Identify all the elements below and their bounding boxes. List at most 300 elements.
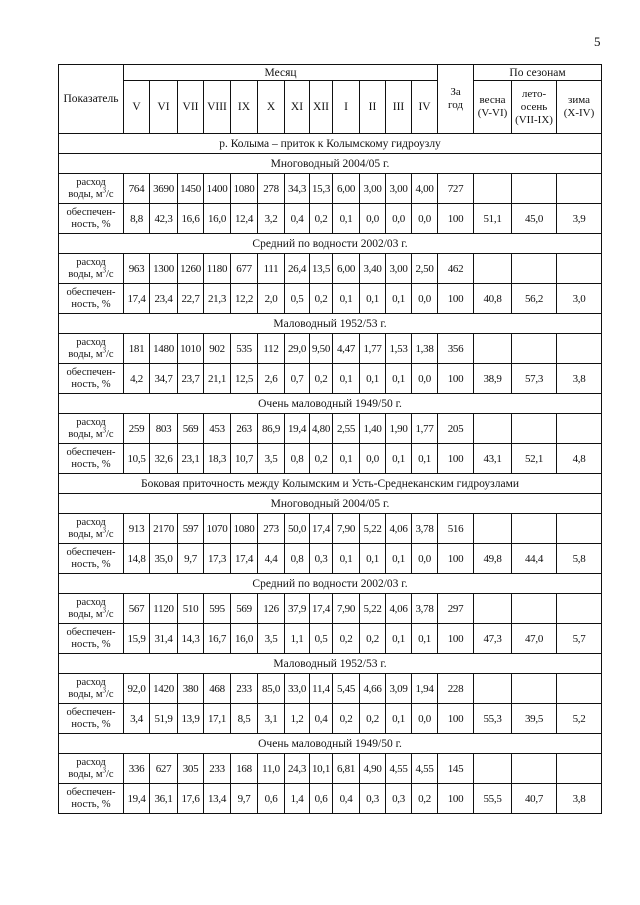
flow-cell: 4,00 xyxy=(412,174,438,204)
security-cell: 12,5 xyxy=(231,364,258,394)
security-cell: 0,1 xyxy=(386,544,412,574)
flow-cell: 913 xyxy=(124,514,150,544)
empty-season-cell xyxy=(557,674,602,704)
flow-label-line2: воды, м xyxy=(68,188,103,200)
season-share-cell: 5,2 xyxy=(557,704,602,734)
flow-label-unit: /с xyxy=(106,188,114,200)
empty-season-cell xyxy=(474,414,512,444)
flow-cell: 1,90 xyxy=(386,414,412,444)
security-row xyxy=(59,704,602,734)
security-cell: 14,3 xyxy=(178,624,204,654)
month-col-ix: IX xyxy=(231,81,258,134)
flow-cell: 278 xyxy=(258,174,285,204)
flow-cell: 11,0 xyxy=(258,754,285,784)
season-share-cell: 3,8 xyxy=(557,784,602,814)
year-title-row xyxy=(59,574,602,594)
flow-cell: 595 xyxy=(204,594,231,624)
security-cell: 23,7 xyxy=(178,364,204,394)
security-cell: 13,4 xyxy=(204,784,231,814)
season-summer-line1: лето- xyxy=(521,87,547,100)
security-cell: 42,3 xyxy=(150,204,178,234)
flow-cell: 4,47 xyxy=(333,334,360,364)
security-cell: 17,6 xyxy=(178,784,204,814)
flow-label-line2: воды, м xyxy=(68,528,103,540)
flow-year-cell: 462 xyxy=(438,254,474,284)
year-title-row xyxy=(59,394,602,414)
season-col-summer-autumn xyxy=(512,81,557,134)
month-header: Месяц xyxy=(124,65,438,81)
year-total-header-line1: За xyxy=(450,86,461,98)
flow-cell: 1400 xyxy=(204,174,231,204)
security-cell: 0,2 xyxy=(360,624,386,654)
season-share-cell: 39,5 xyxy=(512,704,557,734)
security-cell: 0,1 xyxy=(386,624,412,654)
month-col-xi: XI xyxy=(285,81,310,134)
season-spring-line1: весна xyxy=(479,94,506,106)
flow-cell: 305 xyxy=(178,754,204,784)
season-col-spring xyxy=(474,81,512,134)
security-year-cell: 100 xyxy=(438,544,474,574)
security-cell: 0,0 xyxy=(412,284,438,314)
security-cell: 0,0 xyxy=(412,704,438,734)
flow-cell: 6,00 xyxy=(333,174,360,204)
security-cell: 9,7 xyxy=(178,544,204,574)
season-winter-line1: зима xyxy=(568,94,591,106)
month-col-ii: II xyxy=(360,81,386,134)
flow-cell: 1080 xyxy=(231,174,258,204)
flow-cell: 1,53 xyxy=(386,334,412,364)
security-cell: 0,0 xyxy=(386,204,412,234)
flow-cell: 34,3 xyxy=(285,174,310,204)
security-cell: 0,1 xyxy=(412,444,438,474)
season-share-cell: 3,0 xyxy=(557,284,602,314)
security-cell: 32,6 xyxy=(150,444,178,474)
flow-cell: 4,66 xyxy=(360,674,386,704)
flow-cell: 1,40 xyxy=(360,414,386,444)
security-cell: 16,0 xyxy=(204,204,231,234)
month-col-vii: VII xyxy=(178,81,204,134)
security-label xyxy=(59,704,124,734)
flow-cell: 85,0 xyxy=(258,674,285,704)
flow-year-cell: 516 xyxy=(438,514,474,544)
security-label-line2: ность, % xyxy=(71,798,111,810)
security-cell: 0,6 xyxy=(258,784,285,814)
security-cell: 0,1 xyxy=(412,624,438,654)
season-share-cell: 5,8 xyxy=(557,544,602,574)
flow-cell: 2,50 xyxy=(412,254,438,284)
flow-cell: 7,90 xyxy=(333,594,360,624)
security-cell: 0,1 xyxy=(333,284,360,314)
year-title-row xyxy=(59,314,602,334)
flow-cell: 50,0 xyxy=(285,514,310,544)
security-cell: 0,0 xyxy=(412,544,438,574)
security-cell: 16,0 xyxy=(231,624,258,654)
flow-cell: 273 xyxy=(258,514,285,544)
flow-row xyxy=(59,514,602,544)
flow-cell: 567 xyxy=(124,594,150,624)
section-row xyxy=(59,134,602,154)
security-row xyxy=(59,544,602,574)
security-year-cell: 100 xyxy=(438,204,474,234)
season-spring-line2: (V-VI) xyxy=(477,107,508,119)
security-label-line1: обеспечен- xyxy=(66,786,116,798)
security-cell: 0,8 xyxy=(285,444,310,474)
empty-season-cell xyxy=(512,334,557,364)
flow-cell: 1,94 xyxy=(412,674,438,704)
flow-cell: 6,81 xyxy=(333,754,360,784)
runoff-table xyxy=(58,64,602,814)
season-share-cell: 4,8 xyxy=(557,444,602,474)
flow-cell: 569 xyxy=(178,414,204,444)
security-cell: 9,7 xyxy=(231,784,258,814)
security-cell: 0,6 xyxy=(310,784,333,814)
empty-season-cell xyxy=(512,174,557,204)
security-label-line2: ность, % xyxy=(71,218,111,230)
security-year-cell: 100 xyxy=(438,784,474,814)
year-title: Средний по водности 2002/03 г. xyxy=(59,574,602,594)
flow-cell: 3,00 xyxy=(386,174,412,204)
flow-label-unit: /с xyxy=(106,768,114,780)
season-share-cell: 57,3 xyxy=(512,364,557,394)
security-label-line2: ность, % xyxy=(71,458,111,470)
flow-cell: 569 xyxy=(231,594,258,624)
month-col-x: X xyxy=(258,81,285,134)
flow-label-line1: расход xyxy=(76,416,106,428)
flow-cell: 29,0 xyxy=(285,334,310,364)
security-cell: 0,2 xyxy=(310,204,333,234)
table-body xyxy=(59,134,602,814)
flow-label-line1: расход xyxy=(76,176,106,188)
security-cell: 3,1 xyxy=(258,704,285,734)
flow-cell: 92,0 xyxy=(124,674,150,704)
month-col-xii: XII xyxy=(310,81,333,134)
security-cell: 12,4 xyxy=(231,204,258,234)
security-cell: 0,1 xyxy=(386,284,412,314)
flow-label-sup: 3 xyxy=(102,186,107,194)
security-cell: 0,1 xyxy=(333,204,360,234)
flow-label-line1: расход xyxy=(76,676,106,688)
security-year-cell: 100 xyxy=(438,364,474,394)
flow-label xyxy=(59,754,124,784)
flow-cell: 1,77 xyxy=(360,334,386,364)
flow-cell: 259 xyxy=(124,414,150,444)
flow-label-line1: расход xyxy=(76,256,106,268)
flow-cell: 535 xyxy=(231,334,258,364)
flow-cell: 3,00 xyxy=(360,174,386,204)
security-cell: 0,2 xyxy=(412,784,438,814)
season-share-cell: 55,5 xyxy=(474,784,512,814)
security-cell: 34,7 xyxy=(150,364,178,394)
month-col-iii: III xyxy=(386,81,412,134)
flow-cell: 3,78 xyxy=(412,594,438,624)
flow-cell: 4,90 xyxy=(360,754,386,784)
security-cell: 0,0 xyxy=(360,204,386,234)
empty-season-cell xyxy=(557,514,602,544)
security-label-line1: обеспечен- xyxy=(66,706,116,718)
security-cell: 12,2 xyxy=(231,284,258,314)
flow-year-cell: 727 xyxy=(438,174,474,204)
security-cell: 10,7 xyxy=(231,444,258,474)
empty-season-cell xyxy=(474,754,512,784)
flow-cell: 233 xyxy=(231,674,258,704)
security-cell: 0,3 xyxy=(360,784,386,814)
empty-season-cell xyxy=(474,254,512,284)
flow-label-sup: 3 xyxy=(102,766,107,774)
flow-label-line2: воды, м xyxy=(68,428,103,440)
year-title-row xyxy=(59,234,602,254)
flow-label-unit: /с xyxy=(106,688,114,700)
security-cell: 0,3 xyxy=(310,544,333,574)
year-title: Многоводный 2004/05 г. xyxy=(59,494,602,514)
season-share-cell: 40,8 xyxy=(474,284,512,314)
flow-cell: 3,78 xyxy=(412,514,438,544)
flow-cell: 15,3 xyxy=(310,174,333,204)
empty-season-cell xyxy=(512,754,557,784)
flow-cell: 1420 xyxy=(150,674,178,704)
security-cell: 0,0 xyxy=(360,444,386,474)
flow-cell: 1120 xyxy=(150,594,178,624)
security-label xyxy=(59,624,124,654)
security-cell: 4,2 xyxy=(124,364,150,394)
flow-label-line1: расход xyxy=(76,756,106,768)
flow-label-sup: 3 xyxy=(102,346,107,354)
season-summer-line3: (VII-IX) xyxy=(515,113,553,126)
empty-season-cell xyxy=(474,594,512,624)
security-label-line1: обеспечен- xyxy=(66,206,116,218)
season-share-cell: 5,7 xyxy=(557,624,602,654)
flow-cell: 5,22 xyxy=(360,514,386,544)
page-number: 5 xyxy=(594,34,601,49)
month-col-iv: IV xyxy=(412,81,438,134)
flow-label-sup: 3 xyxy=(102,426,107,434)
flow-label-sup: 3 xyxy=(102,266,107,274)
year-title: Очень маловодный 1949/50 г. xyxy=(59,394,602,414)
flow-label-unit: /с xyxy=(106,268,114,280)
security-cell: 0,1 xyxy=(386,364,412,394)
year-title: Многоводный 2004/05 г. xyxy=(59,154,602,174)
flow-cell: 627 xyxy=(150,754,178,784)
flow-year-cell: 205 xyxy=(438,414,474,444)
security-cell: 0,4 xyxy=(333,784,360,814)
flow-cell: 1480 xyxy=(150,334,178,364)
season-share-cell: 49,8 xyxy=(474,544,512,574)
security-label xyxy=(59,364,124,394)
flow-label-line1: расход xyxy=(76,336,106,348)
security-cell: 14,8 xyxy=(124,544,150,574)
security-cell: 10,5 xyxy=(124,444,150,474)
security-cell: 0,5 xyxy=(310,624,333,654)
security-year-cell: 100 xyxy=(438,624,474,654)
flow-cell: 4,55 xyxy=(412,754,438,784)
month-col-vi: VI xyxy=(150,81,178,134)
flow-cell: 7,90 xyxy=(333,514,360,544)
flow-cell: 263 xyxy=(231,414,258,444)
flow-cell: 1080 xyxy=(231,514,258,544)
flow-year-cell: 228 xyxy=(438,674,474,704)
security-cell: 23,4 xyxy=(150,284,178,314)
section-row xyxy=(59,474,602,494)
month-col-viii: VIII xyxy=(204,81,231,134)
flow-row xyxy=(59,414,602,444)
year-total-header-line2: год xyxy=(448,99,464,111)
year-title-row xyxy=(59,654,602,674)
flow-label-line2: воды, м xyxy=(68,268,103,280)
flow-cell: 10,1 xyxy=(310,754,333,784)
security-cell: 18,3 xyxy=(204,444,231,474)
security-label xyxy=(59,444,124,474)
flow-cell: 803 xyxy=(150,414,178,444)
security-label-line1: обеспечен- xyxy=(66,366,116,378)
empty-season-cell xyxy=(557,254,602,284)
security-row xyxy=(59,784,602,814)
empty-season-cell xyxy=(474,514,512,544)
flow-label-line1: расход xyxy=(76,516,106,528)
flow-label-sup: 3 xyxy=(102,606,107,614)
flow-cell: 17,4 xyxy=(310,594,333,624)
flow-cell: 13,5 xyxy=(310,254,333,284)
year-total-header xyxy=(438,65,474,134)
security-cell: 15,9 xyxy=(124,624,150,654)
security-cell: 0,2 xyxy=(333,624,360,654)
flow-cell: 764 xyxy=(124,174,150,204)
empty-season-cell xyxy=(512,514,557,544)
flow-cell: 336 xyxy=(124,754,150,784)
flow-cell: 86,9 xyxy=(258,414,285,444)
season-share-cell: 52,1 xyxy=(512,444,557,474)
security-cell: 0,2 xyxy=(360,704,386,734)
section-title: р. Колыма – приток к Колымскому гидроузлу xyxy=(59,134,602,154)
security-cell: 0,1 xyxy=(360,544,386,574)
flow-label xyxy=(59,334,124,364)
flow-cell: 3690 xyxy=(150,174,178,204)
security-cell: 0,4 xyxy=(310,704,333,734)
empty-season-cell xyxy=(474,334,512,364)
security-cell: 8,5 xyxy=(231,704,258,734)
security-label xyxy=(59,544,124,574)
flow-year-cell: 356 xyxy=(438,334,474,364)
security-cell: 0,0 xyxy=(412,204,438,234)
flow-cell: 468 xyxy=(204,674,231,704)
flow-cell: 3,09 xyxy=(386,674,412,704)
flow-cell: 1300 xyxy=(150,254,178,284)
flow-cell: 5,45 xyxy=(333,674,360,704)
year-title: Средний по водности 2002/03 г. xyxy=(59,234,602,254)
flow-label xyxy=(59,414,124,444)
flow-row xyxy=(59,754,602,784)
security-cell: 21,1 xyxy=(204,364,231,394)
flow-label-line2: воды, м xyxy=(68,688,103,700)
security-row xyxy=(59,284,602,314)
security-row xyxy=(59,204,602,234)
flow-cell: 6,00 xyxy=(333,254,360,284)
empty-season-cell xyxy=(557,754,602,784)
flow-row xyxy=(59,674,602,704)
flow-label-unit: /с xyxy=(106,528,114,540)
flow-cell: 233 xyxy=(204,754,231,784)
flow-cell: 33,0 xyxy=(285,674,310,704)
security-row xyxy=(59,444,602,474)
security-cell: 2,0 xyxy=(258,284,285,314)
security-cell: 0,1 xyxy=(333,444,360,474)
security-cell: 0,2 xyxy=(310,444,333,474)
year-title: Маловодный 1952/53 г. xyxy=(59,314,602,334)
season-winter-line2: (X-IV) xyxy=(563,107,595,119)
season-share-cell: 40,7 xyxy=(512,784,557,814)
flow-label xyxy=(59,174,124,204)
security-cell: 2,6 xyxy=(258,364,285,394)
empty-season-cell xyxy=(474,174,512,204)
security-cell: 3,4 xyxy=(124,704,150,734)
security-cell: 13,9 xyxy=(178,704,204,734)
flow-cell: 510 xyxy=(178,594,204,624)
flow-cell: 37,9 xyxy=(285,594,310,624)
security-cell: 51,9 xyxy=(150,704,178,734)
security-cell: 31,4 xyxy=(150,624,178,654)
security-cell: 1,1 xyxy=(285,624,310,654)
flow-cell: 4,06 xyxy=(386,514,412,544)
security-label-line1: обеспечен- xyxy=(66,546,116,558)
year-title-row xyxy=(59,154,602,174)
security-cell: 0,1 xyxy=(333,364,360,394)
flow-cell: 5,22 xyxy=(360,594,386,624)
security-cell: 3,2 xyxy=(258,204,285,234)
security-label-line2: ность, % xyxy=(71,378,111,390)
season-share-cell: 3,8 xyxy=(557,364,602,394)
flow-cell: 1260 xyxy=(178,254,204,284)
security-cell: 23,1 xyxy=(178,444,204,474)
security-cell: 36,1 xyxy=(150,784,178,814)
empty-season-cell xyxy=(512,254,557,284)
empty-season-cell xyxy=(557,414,602,444)
season-share-cell: 51,1 xyxy=(474,204,512,234)
season-share-cell: 3,9 xyxy=(557,204,602,234)
flow-cell: 1070 xyxy=(204,514,231,544)
security-label-line2: ность, % xyxy=(71,718,111,730)
empty-season-cell xyxy=(557,334,602,364)
security-cell: 0,1 xyxy=(386,704,412,734)
security-cell: 3,5 xyxy=(258,624,285,654)
security-year-cell: 100 xyxy=(438,444,474,474)
security-cell: 16,6 xyxy=(178,204,204,234)
flow-cell: 3,40 xyxy=(360,254,386,284)
security-cell: 0,1 xyxy=(386,444,412,474)
flow-cell: 9,50 xyxy=(310,334,333,364)
security-cell: 1,2 xyxy=(285,704,310,734)
flow-label-line1: расход xyxy=(76,596,106,608)
flow-cell: 677 xyxy=(231,254,258,284)
empty-season-cell xyxy=(512,594,557,624)
season-summer-line2: осень xyxy=(520,100,548,113)
security-cell: 0,2 xyxy=(310,284,333,314)
season-share-cell: 43,1 xyxy=(474,444,512,474)
season-share-cell: 56,2 xyxy=(512,284,557,314)
security-cell: 0,4 xyxy=(285,204,310,234)
security-label xyxy=(59,204,124,234)
security-cell: 8,8 xyxy=(124,204,150,234)
flow-cell: 380 xyxy=(178,674,204,704)
flow-cell: 1010 xyxy=(178,334,204,364)
security-label-line2: ность, % xyxy=(71,638,111,650)
month-col-v: V xyxy=(124,81,150,134)
security-label-line1: обеспечен- xyxy=(66,286,116,298)
flow-label-unit: /с xyxy=(106,428,114,440)
flow-label xyxy=(59,594,124,624)
flow-year-cell: 145 xyxy=(438,754,474,784)
flow-cell: 2,55 xyxy=(333,414,360,444)
security-cell: 0,1 xyxy=(333,544,360,574)
security-label xyxy=(59,284,124,314)
security-cell: 17,4 xyxy=(231,544,258,574)
